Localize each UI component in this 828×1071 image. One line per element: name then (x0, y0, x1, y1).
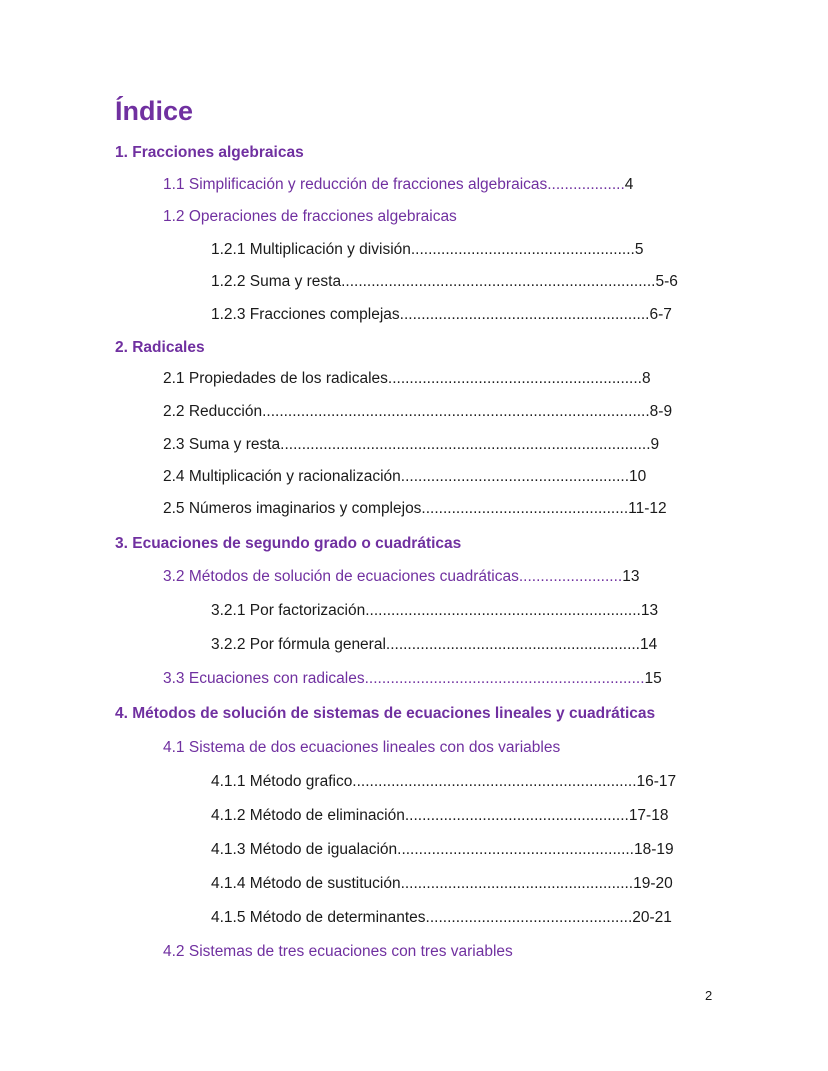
toc-entry: 1.2.1 Multiplicación y división....................................................5 (211, 241, 644, 258)
toc-entry: 1.2.2 Suma y resta.........................................................................5-6 (211, 273, 678, 290)
toc-entry: 4.1.1 Método grafico..................................................................16-17 (211, 773, 677, 790)
toc-entry: 4.2 Sistemas de tres ecuaciones con tres variables (163, 943, 513, 960)
toc-entry: 1.2 Operaciones de fracciones algebraicas (163, 208, 457, 225)
toc-entry: 2. Radicales (115, 339, 205, 356)
index-title: Índice (115, 96, 194, 126)
toc-entry: 2.4 Multiplicación y racionalización.....................................................10 (163, 468, 647, 485)
toc-entry: 2.1 Propiedades de los radicales...........................................................8 (163, 370, 651, 387)
toc-entry: 3.2 Métodos de solución de ecuaciones cuadráticas........................13 (163, 568, 640, 585)
toc-entry: 4.1.4 Método de sustitución......................................................19-20 (211, 875, 673, 892)
toc-entry: 3.2.1 Por factorización................................................................13 (211, 602, 659, 619)
toc-entry: 3.2.2 Por fórmula general...........................................................14 (211, 636, 658, 653)
page-number: 2 (705, 988, 713, 1003)
toc-entry: 1. Fracciones algebraicas (115, 144, 304, 161)
toc-entry: 4.1.2 Método de eliminación....................................................17-18 (211, 807, 669, 824)
toc-entry: 2.5 Números imaginarios y complejos................................................11-12 (163, 500, 667, 517)
toc-entry: 3. Ecuaciones de segundo grado o cuadráticas (115, 535, 462, 552)
toc-entry: 1.1 Simplificación y reducción de fracciones algebraicas..................4 (163, 176, 634, 193)
toc-entry: 4.1 Sistema de dos ecuaciones lineales con dos variables (163, 739, 561, 756)
toc-entry: 3.3 Ecuaciones con radicales.................................................................15 (163, 670, 662, 687)
toc-entry: 2.3 Suma y resta......................................................................................9 (163, 436, 660, 453)
toc-entry: 4.1.5 Método de determinantes................................................20-21 (211, 909, 672, 926)
toc-entry: 4. Métodos de solución de sistemas de ecuaciones lineales y cuadráticas (115, 705, 656, 722)
toc-entry: 2.2 Reducción..........................................................................................8-9 (163, 403, 673, 420)
toc-entry: 4.1.3 Método de igualación.......................................................18-19 (211, 841, 674, 858)
toc-entry: 1.2.3 Fracciones complejas..........................................................6-7 (211, 306, 672, 323)
